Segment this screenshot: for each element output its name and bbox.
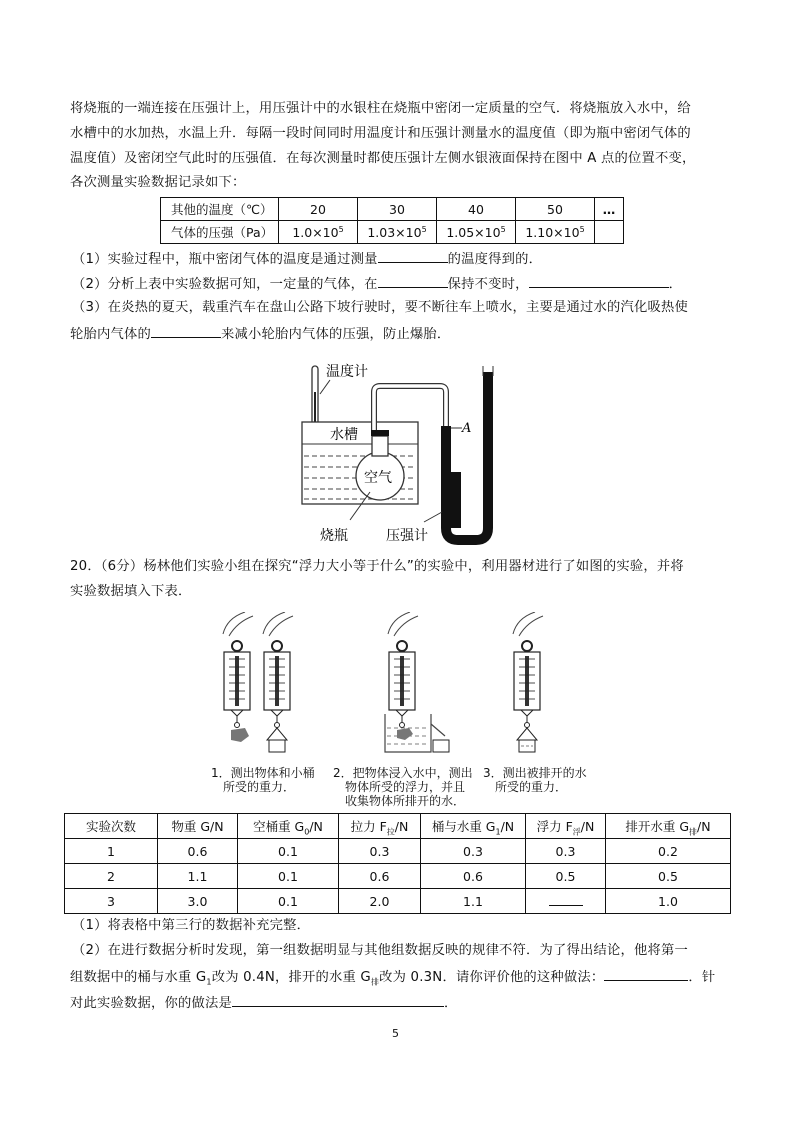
subscript: 排 [689, 827, 698, 837]
header-buoyancy [526, 814, 606, 839]
tank-label: 水槽 [330, 427, 358, 443]
page-number: 5 [392, 1027, 399, 1040]
buoyancy-data-table [64, 813, 731, 914]
question-text: 的温度得到的． [447, 252, 543, 267]
pressure-value: 1.0×10 [292, 224, 339, 240]
header-object-weight: 物重 G/N [158, 814, 238, 839]
header-displaced-water [606, 814, 731, 839]
header-text: 空桶重 G [253, 819, 305, 834]
q20-line-2: 实验数据填入下表． [70, 584, 192, 599]
q20-2-cont2 [70, 992, 457, 1014]
cell: 1.1 [421, 889, 526, 914]
cell: 0.5 [606, 864, 731, 889]
pressure-value: 1.05×10 [446, 224, 501, 240]
cell: 1 [65, 839, 158, 864]
cell: 3 [65, 889, 158, 914]
answer-blank[interactable] [529, 273, 669, 288]
cell: 0.6 [339, 864, 421, 889]
buoyancy-figure [205, 612, 595, 808]
temperature-cell: 40 [437, 198, 516, 221]
question-text: 保持不变时， [447, 277, 529, 292]
caption-line: 所受的重力． [495, 780, 568, 794]
header-text: 排开水重 G [625, 819, 690, 834]
question-text: 对此实验数据，你的做法是 [70, 996, 232, 1011]
apparatus-diagram [290, 352, 510, 548]
cell: 3.0 [158, 889, 238, 914]
ellipsis-cell: … [595, 198, 624, 221]
intro-line-1: 将烧瓶的一端连接在压强计上，用压强计中的水银柱在烧瓶中密闭一定质量的空气．将烧瓶放入水中，给 [70, 101, 691, 116]
temperature-cell: 50 [516, 198, 595, 221]
subscript: 拉 [386, 827, 395, 837]
caption-line: 所受的重力． [223, 780, 296, 794]
unit: /N [697, 819, 711, 834]
answer-blank[interactable] [378, 248, 448, 263]
subscript: 0 [304, 827, 310, 837]
point-a-label: A [462, 421, 472, 436]
pressure-cell [358, 221, 437, 244]
cell: 0.1 [238, 889, 339, 914]
caption-line: 2．把物体浸入水中，测出 [333, 766, 473, 780]
header-bucket-water [421, 814, 526, 839]
exponent: 5 [338, 224, 344, 234]
caption-line: 收集物体所排开的水． [345, 794, 466, 808]
q19-1 [72, 248, 542, 270]
question-text: 改为 0.3N．请你评价他的这种做法： [379, 970, 605, 985]
exponent: 5 [500, 224, 506, 234]
header-text: 拉力 F [350, 819, 387, 834]
pressure-value: 1.03×10 [367, 224, 422, 240]
cell: 0.3 [421, 839, 526, 864]
buoyancy-answer-cell[interactable] [526, 889, 606, 914]
intro-line-3: 温度值）及密闭空气此时的压强值．在每次测量时都使压强计左侧水银液面保持在图中 A 点的位置不变， [70, 151, 696, 166]
question-text: 组数据中的桶与水重 G [70, 970, 207, 985]
temperature-cell: 30 [358, 198, 437, 221]
unit: /N [500, 819, 515, 834]
q20-1: （1）将表格中第三行的数据补充完整． [72, 918, 311, 933]
pressure-cell [516, 221, 595, 244]
header-trial: 实验次数 [65, 814, 158, 839]
pressure-value: 1.10×10 [525, 224, 580, 240]
table-header-row [65, 814, 731, 839]
cell: 0.2 [606, 839, 731, 864]
question-text: （1）实验过程中，瓶中密闭气体的温度是通过测量 [72, 252, 378, 267]
caption-line: 1．测出物体和小桶 [211, 766, 315, 780]
answer-blank[interactable] [549, 893, 583, 906]
row-label-pressure: 气体的压强（Pa） [161, 221, 279, 244]
table-row [65, 839, 731, 864]
q19-2 [72, 273, 682, 295]
subscript: 1 [495, 827, 501, 837]
answer-blank[interactable] [232, 992, 444, 1007]
cell: 2 [65, 864, 158, 889]
q19-3-cont [70, 323, 450, 345]
header-text: 浮力 F [536, 819, 573, 834]
intro-line-4: 各次测量实验数据记录如下： [70, 175, 246, 190]
subscript: 浮 [572, 827, 581, 837]
step-1-caption [211, 766, 315, 794]
cell: 2.0 [339, 889, 421, 914]
cell: 0.1 [238, 839, 339, 864]
intro-line-2: 水槽中的水加热，水温上升．每隔一段时间同时用温度计和压强计测量水的温度值（即为瓶中密闭气体的 [70, 126, 691, 141]
cell: 0.6 [421, 864, 526, 889]
table-row [161, 221, 624, 244]
temperature-cell: 20 [279, 198, 358, 221]
question-text: ．针 [688, 970, 716, 985]
table-row [161, 198, 624, 221]
cell: 1.0 [606, 889, 731, 914]
exponent: 5 [421, 224, 427, 234]
q20-line-1: 20．（6分）杨林他们实验小组在探究“浮力大小等于什么”的实验中，利用器材进行了如图的实验，并将 [70, 559, 684, 574]
row-label-temperature: 其他的温度（℃） [161, 198, 279, 221]
cell: 0.6 [158, 839, 238, 864]
air-label: 空气 [364, 470, 392, 486]
q20-2: （2）在进行数据分析时发现，第一组数据明显与其他组数据反映的规律不符．为了得出结论，他将第一 [72, 943, 689, 958]
pressure-cell [279, 221, 358, 244]
flask-label: 烧瓶 [320, 528, 348, 544]
answer-blank[interactable] [604, 966, 688, 981]
header-text: 桶与水重 G [431, 819, 496, 834]
question-text: （2）分析上表中实验数据可知，一定量的气体，在 [72, 277, 378, 292]
subscript: 1 [206, 977, 212, 987]
answer-blank[interactable] [151, 323, 221, 338]
cell: 0.3 [339, 839, 421, 864]
header-empty-bucket [238, 814, 339, 839]
question-text: ． [668, 277, 683, 292]
thermometer-label: 温度计 [326, 364, 368, 380]
pressure-cell [437, 221, 516, 244]
question-text: ． [443, 996, 458, 1011]
manometer-label: 压强计 [386, 528, 428, 544]
unit: /N [309, 819, 323, 834]
question-text: 轮胎内气体的 [70, 327, 151, 342]
temperature-pressure-table [160, 197, 624, 244]
cell: 1.1 [158, 864, 238, 889]
q19-3: （3）在炎热的夏天，载重汽车在盘山公路下坡行驶时，要不断往车上喷水，主要是通过水的汽化吸热使 [72, 300, 689, 315]
q20-2-cont [70, 966, 715, 988]
exponent: 5 [579, 224, 585, 234]
step-2-caption [333, 766, 473, 808]
table-row [65, 889, 731, 914]
cell: 0.1 [238, 864, 339, 889]
answer-blank[interactable] [378, 273, 448, 288]
unit: /N [394, 819, 409, 834]
cell: 0.5 [526, 864, 606, 889]
cell: 0.3 [526, 839, 606, 864]
question-text: 来减小轮胎内气体的压强，防止爆胎． [220, 327, 451, 342]
table-row [65, 864, 731, 889]
subscript: 排 [370, 977, 380, 987]
step-3-caption [483, 766, 587, 794]
question-text: 改为 0.4N，排开的水重 G [211, 970, 371, 985]
caption-line: 物体所受的浮力，并且 [345, 780, 466, 794]
spring-scale-diagram [205, 612, 595, 762]
unit: /N [580, 819, 595, 834]
empty-cell [595, 221, 624, 244]
caption-line: 3．测出被排开的水 [483, 766, 587, 780]
header-pull-force [339, 814, 421, 839]
manometer-figure [290, 352, 510, 548]
